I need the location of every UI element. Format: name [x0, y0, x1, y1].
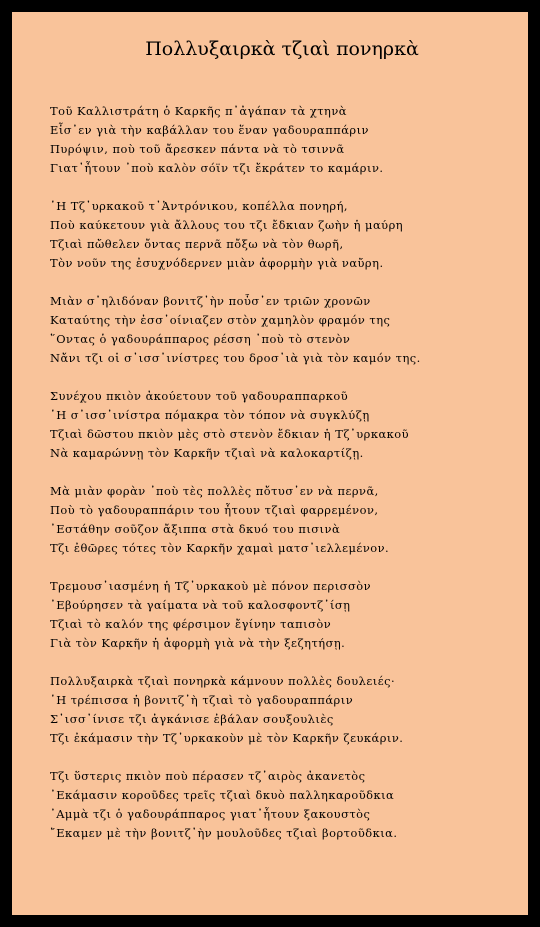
- poem-line: Τοῦ Καλλιστράτη ὁ Καρκῆς π᾿ἀγάπαν τὰ χτηνὰ: [50, 104, 347, 118]
- poem-line: Τζι ὕστερις πκιὸν ποὺ πέρασεν τζ᾿αιρὸς ἀκανετὸς: [50, 769, 366, 783]
- poem-line: Σ᾿ισσ᾿ίνισε τζι ἀγκάνισε ἐβάλαν σουξουλιὲς: [50, 712, 334, 726]
- poem-line: Τζιαὶ πὤθελεν ὄντας περνᾶ πὄξω νὰ τὸν θωρῆ,: [50, 237, 344, 251]
- poem-line: Εἶσ᾿εν γιὰ τὴν καβάλλαν του ἕναν γαδουραππάριν: [50, 123, 369, 137]
- poem-line: ᾿Αμμὰ τζι ὁ γαδουράππαρος γιατ᾿ἦτουν ξακουστὸς: [50, 807, 371, 821]
- poem-body: [50, 102, 540, 862]
- poem-line: Γιατ᾿ἦτουν ᾿ποὺ καλὸν σόϊν τζι ἔκράτεν το καμάριν.: [50, 161, 384, 175]
- poem-line: Πολλυξαιρκὰ τζιαὶ πονηρκὰ κάμνουν πολλὲς δουλειές·: [50, 674, 396, 688]
- stanza: [50, 102, 540, 178]
- poem-line: ῎Εκαμεν μὲ τὴν βονιτζ᾿ὴν μουλοῦδες τζιαὶ βορτοῦδκια.: [50, 826, 398, 840]
- stanza: [50, 482, 540, 558]
- poem-line: Τρεμουσ᾿ιασμένη ἡ Τζ᾿υρκακοὺ μὲ πόνον περισσὸν: [50, 579, 372, 593]
- poem-line: Μιὰν σ᾿ηλιδόναν βονιτζ᾿ὴν ποὖσ᾿εν τριῶν χρονῶν: [50, 294, 371, 308]
- poem-line: ῞Οντας ὁ γαδουράππαρος ρέσση ᾿ποὺ τὸ στενὸν: [50, 332, 351, 346]
- poem-line: ᾿Εκάμασιν κοροῦδες τρεῖς τζιαὶ δκυὸ παλληκαροῦδκια: [50, 788, 395, 802]
- poem-line: ῾Η σ᾿ισσ᾿ινίστρα πόμακρα τὸν τόπον νὰ συγκλύζῃ: [50, 408, 370, 422]
- poem-line: Ποὺ καύκετουν γιὰ ἄλλους του τζι ἔδκιαν ζωὴν ἡ μαύρη: [50, 218, 404, 232]
- poem-line: Πυρόψιν, ποὺ τοῦ ἄρεσκεν πάντα νὰ τὸ τσιννᾶ: [50, 142, 345, 156]
- poem-line: Γιὰ τὸν Καρκῆν ἡ ἀφορμὴ γιὰ νὰ τὴν ξεζητήσῃ.: [50, 636, 346, 650]
- poem-line: Τζι ἐθῶρες τότες τὸν Καρκῆν χαμαὶ ματσ᾿ιελλεμένον.: [50, 541, 390, 555]
- poem-line: Τὸν νοῦν της ἐσυχνόδερνεν μιὰν ἀφορμὴν γιὰ ναὔρη.: [50, 256, 384, 270]
- poem-line: Τζιαὶ δῶστου πκιὸν μὲς στὸ στενὸν ἔδκιαν ἡ Τζ᾿υρκακοῦ: [50, 427, 410, 441]
- poem-line: Νἄνι τζι οἱ σ᾿ισσ᾿ινίστρες του δροσ᾿ιὰ γιὰ τὸν καμόν της.: [50, 351, 421, 365]
- stanza: [50, 197, 540, 273]
- stanza: [50, 767, 540, 843]
- stanza: [50, 292, 540, 368]
- poem-line: ᾿Εβούρησεν τὰ γαίματα νὰ τοῦ καλοσφοντζ᾿ίσῃ: [50, 598, 351, 612]
- poem-line: Καταύτης τὴν ἐσσ᾿οίνιαζεν στὸν χαμηλὸν φραμόν της: [50, 313, 391, 327]
- poem-line: ῾Η τρέπισσα ἡ βονιτζ᾿ὴ τζιαὶ τὸ γαδουραππάριν: [50, 693, 354, 707]
- poem-line: Νὰ καμαρώννῃ τὸν Καρκῆν τζιαὶ νὰ καλοκαρτίζῃ.: [50, 446, 364, 460]
- poem-title: Πολλυξαιρκὰ τζιαὶ πονηρκὰ: [145, 38, 419, 60]
- poem-line: ᾿Εστάθην σοῦζον ἄξιππα στὰ δκυό του πισινὰ: [50, 522, 341, 536]
- stanza: [50, 387, 540, 463]
- poem-line: Ποὺ τὸ γαδουραππάριν του ἦτουν τζιαὶ φαρρεμένον,: [50, 503, 379, 517]
- poem-line: Συνέχου πκιὸν ἀκούετουν τοῦ γαδουραππαρκοῦ: [50, 389, 349, 403]
- poem-line: ῾Η Τζ᾿υρκακοῦ τ᾿Ἀντρόνικου, κοπέλλα πονηρή,: [50, 199, 349, 213]
- stanza: [50, 672, 540, 748]
- stanza: [50, 577, 540, 653]
- poem-line: Τζιαὶ τὸ καλόν της φέρσιμον ἔγίνην ταπισὸν: [50, 617, 332, 631]
- poem-line: Μὰ μιὰν φορὰν ᾿ποὺ τὲς πολλὲς πὄτυσ᾿εν νὰ περνᾶ,: [50, 484, 379, 498]
- poem-line: Τζι ἐκάμασιν τὴν Τζ᾿υρκακοὺν μὲ τὸν Καρκῆν ζευκάριν.: [50, 731, 404, 745]
